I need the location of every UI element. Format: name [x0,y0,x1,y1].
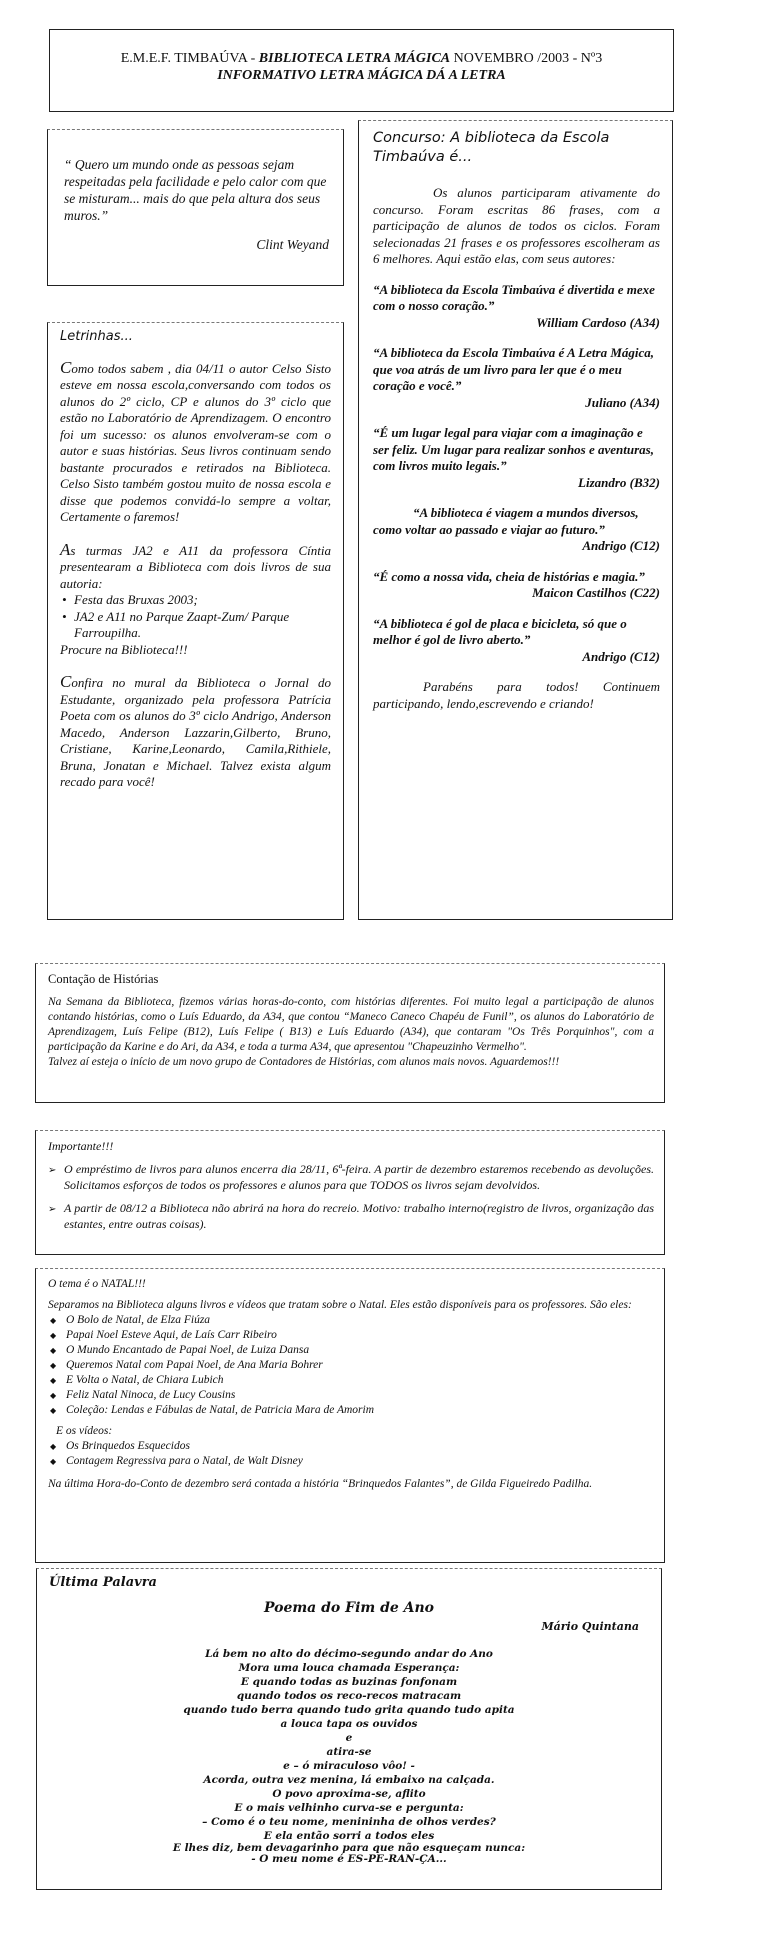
natal-videos-label: E os vídeos: [56,1425,113,1437]
list-item: ◆ Papai Noel Esteve Aqui, de Laís Carr Ribeiro [66,1328,654,1343]
entry-author: Andrigo (C12) [582,648,660,664]
entry-text: “É um lugar legal para viajar com a imaginação e ser feliz. Um lugar para realizar sonhos e aventuras, com livros muito legais.” [373,425,654,473]
entry-text: “A biblioteca é viagem a mundos diversos, como voltar ao passado e viajar ao futuro.” [373,505,639,537]
list-item: ➢ A partir de 08/12 a Biblioteca não abrirá na hora do recreio. Motivo: trabalho interno(registro de livros, organização das estantes, entre outras coisas). [64,1201,654,1232]
natal-intro: Separamos na Biblioteca alguns livros e vídeos que tratam sobre o Natal. Eles estão disponíveis para os professores. São eles: [48,1299,632,1311]
quote-author: Clint Weyand [256,237,329,252]
letrinhas-call-to-action: Procure na Biblioteca!!! [60,641,188,657]
verse: quando todos os reco-recos matracam [236,1690,462,1702]
natal-books-list [48,1313,654,1418]
contacao-section [35,963,665,1103]
ultima-title: Última Palavra [49,1575,157,1590]
verse: E quando todas as buzinas fonfonam [240,1676,458,1688]
verse: E o mais velhinho curva-se e pergunta: [234,1802,464,1814]
contest-entry [373,282,660,332]
list-item: ◆ Queremos Natal com Papai Noel, de Ana Maria Bohrer [66,1358,654,1373]
concurso-closing: Parabéns para todos! Continuem participando, lendo,escrevendo e criando! [373,679,660,711]
verse: Mora uma louca chamada Esperança: [238,1662,460,1674]
contacao-text-closing: Talvez aí esteja o início de um novo grupo de Contadores de Histórias, com alunos mais novos. Aguardemos!!! [48,1056,560,1068]
dropcap: C [60,672,72,691]
gifted-books-list [60,592,331,642]
dropcap: C [60,357,72,377]
importante-title: Importante!!! [48,1139,114,1153]
quote-box [47,129,344,286]
list-item: ◆ Coleção: Lendas e Fábulas de Natal, de Patricia Mara de Amorim [66,1403,654,1418]
verse: E lhes diz, bem devagarinho para que não esqueçam nunca: [172,1842,526,1854]
dropcap: A [60,539,71,559]
letrinhas-paragraph-gift [60,539,331,593]
poem-verses [49,1647,649,1865]
quote-text: “ Quero um mundo onde as pessoas sejam respeitadas pela facilidade e pelo calor com que se misturam... mais do que pela altura dos seus muros.” [64,157,327,223]
contacao-text: Na Semana da Biblioteca, fizemos várias horas-do-conto, com histórias diferentes. Foi muito legal a participação de alunos contando histórias, como o Luís Eduardo, da A34, que contou “Maneco Caneco Chapéu de Funil”, os alunos do Laboratório de Aprendizagem, Luís Felipe (B12), Luís Felipe ( B13) e Luís Eduardo (A34), que contaram "Os Três Porquinhos", com a participação da Karine e do Ari, da A34, e toda a turma A34, que apresentou "Chapeuzinho Vermelho". [48,996,654,1053]
ultima-palavra-section [36,1568,662,1890]
school-name: E.M.E.F. TIMBAÚVA [120,51,248,66]
poem-title: Poema do Fim de Ano [263,1600,435,1616]
concurso-title: Concurso: A biblioteca da Escola Timbaúva é... [373,130,610,165]
importante-list [48,1162,654,1232]
verse: Lá bem no alto do décimo-segundo andar do Ano [205,1648,493,1660]
list-item: • Festa das Bruxas 2003; [74,592,331,609]
edition-info: NOVEMBRO /2003 - Nº3 [450,51,603,66]
entry-text: “A biblioteca da Escola Timbaúva é A Letra Mágica, que voa atrás de um livro para ler que é o meu coração e você.” [373,345,655,393]
list-item: ➢ O empréstimo de livros para alunos encerra dia 28/11, 6ª-feira. A partir de dezembro estaremos recebendo as devoluções. Solicitamos esforços de todos os professores e alunos para que TODOS os livros sejam devolvidos. [64,1162,654,1193]
header-separator: - [247,51,259,66]
entry-author: Lizandro (B32) [578,474,660,490]
contest-entry [373,425,660,491]
entry-text: “A biblioteca é gol de placa e bicicleta, só que o melhor é gol de livro aberto.” [373,615,627,647]
verse: E ela então sorri a todos eles [263,1830,435,1842]
natal-section [35,1268,665,1563]
list-item: ◆ E Volta o Natal, de Chiara Lubich [66,1373,654,1388]
verse: – Como é o teu nome, menininha de olhos verdes? [202,1816,496,1828]
letrinhas-title: Letrinhas... [60,329,133,344]
natal-closing: Na última Hora-do-Conto de dezembro será contada a história “Brinquedos Falantes”, de Gilda Figueiredo Padilha. [48,1478,593,1490]
list-item: ◆ O Bolo de Natal, de Elza Fiúza [66,1313,654,1328]
entry-text: “É como a nossa vida, cheia de histórias e magia.” [373,568,645,584]
list-item: ◆ Contagem Regressiva para o Natal, de Walt Disney [66,1454,654,1469]
contest-entry [373,569,660,602]
verse: O povo aproxima-se, aflito [272,1788,426,1800]
verse: atira-se [326,1746,372,1758]
concurso-intro: Os alunos participaram ativamente do concurso. Foram escritas 86 frases, com a participação de alunos de todos os ciclos. Foram selecionadas 21 frases e os professores escolheram as 6 melhores. Aqui estão elas, com seus autores: [373,185,660,266]
letrinhas-section [47,322,344,920]
poem-author: Mário Quintana [541,1620,639,1633]
paragraph-text: s turmas JA2 e A11 da professora Cíntia presentearam a Biblioteca com dois livros de sua autoria: [60,542,331,591]
newsletter-subtitle: INFORMATIVO LETRA MÁGICA DÁ A LETRA [217,68,506,83]
header-line-1 [50,50,673,67]
verse: e [345,1732,353,1744]
verse: quando tudo berra quando tudo grita quando tudo apita [183,1704,515,1716]
contest-entry [373,505,660,555]
concurso-section [358,120,673,920]
verse: a louca tapa os ouvidos [280,1718,418,1730]
entry-text: “A biblioteca da Escola Timbaúva é divertida e mexe com o nosso coração.” [373,281,655,313]
natal-videos-list [48,1439,654,1469]
importante-section [35,1130,665,1255]
entry-author: Maicon Castilhos (C22) [532,585,660,600]
contacao-title: Contação de Histórias [48,972,159,986]
contest-entry [373,345,660,411]
paragraph-text: onfira no mural da Biblioteca o Jornal do Estudante, organizado pela professora Patrícia Poeta com os alunos do 3º ciclo Andrigo, Anderson Macedo, Anderson Lazzarin,Gilberto, Bruno, Cristiane, Karine,Leonardo, Camila,Rithiele, Bruna, Jonatan e Michael. Talvez exista algum recado para você! [60,675,331,789]
paragraph-text: omo todos sabem , dia 04/11 o autor Celso Sisto esteve em nossa escola,conversando com todos os alunos do 2º ciclo, CP e alunos do 3º ciclo que estão no Laboratório de Aprendizagem. O encontro foi um sucesso: os alunos envolveram-se com o autor e suas histórias. Seus livros continuam sendo bastante procurados e retirados na Biblioteca. Celso Sisto também gostou muito de nossa escola e disse que podemos convidá-lo sempre a voltar, Certamente o faremos! [60,360,331,524]
list-item: • JA2 e A11 no Parque Zaapt-Zum/ Parque Farroupilha. [74,609,331,642]
entry-author: Juliano (A34) [585,394,660,410]
natal-title: O tema é o NATAL!!! [48,1278,146,1290]
letrinhas-paragraph-author-visit [60,357,331,526]
newsletter-header [49,29,674,112]
verse: - O meu nome é ES-PE-RAN-ÇA... [251,1853,447,1865]
entry-author: Andrigo (C12) [582,538,660,553]
library-name: BIBLIOTECA LETRA MÁGICA [258,51,451,66]
entry-author: William Cardoso (A34) [536,314,660,330]
contest-entry [373,616,660,666]
letrinhas-paragraph-mural [60,674,331,791]
verse: Acorda, outra vez menina, lá embaixo na calçada. [203,1774,495,1786]
list-item: ◆ O Mundo Encantado de Papai Noel, de Luiza Dansa [66,1343,654,1358]
list-item: ◆ Os Brinquedos Esquecidos [66,1439,654,1454]
verse: e – ó miraculoso vôo! - [283,1760,415,1772]
list-item: ◆ Feliz Natal Ninoca, de Lucy Cousins [66,1388,654,1403]
